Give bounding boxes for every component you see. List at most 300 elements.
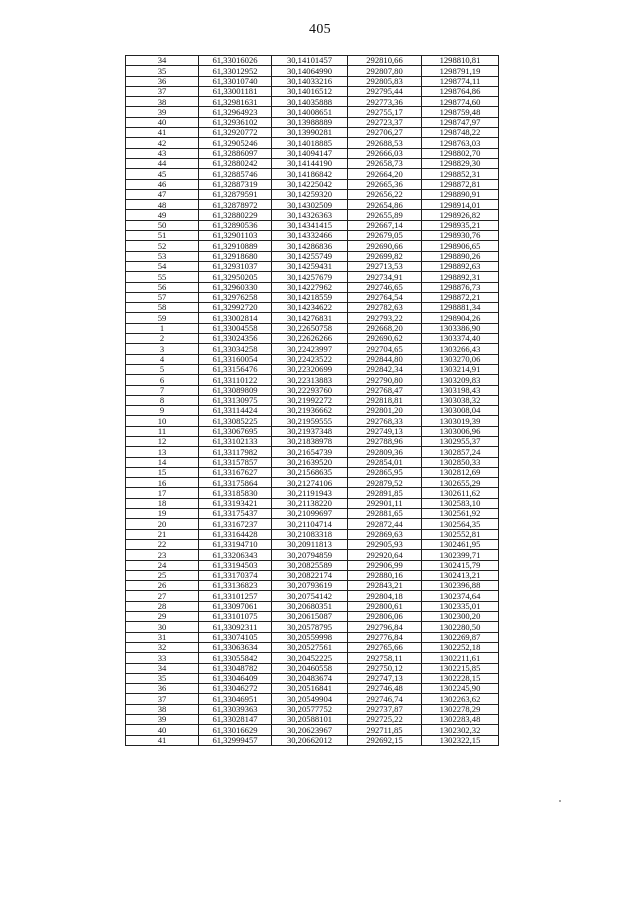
latitude-cell: 61,32880242 bbox=[199, 158, 272, 168]
longitude-cell: 30,20822174 bbox=[272, 570, 348, 580]
point-number-cell: 20 bbox=[126, 519, 199, 529]
longitude-cell: 30,14186842 bbox=[272, 169, 348, 179]
scan-dot bbox=[559, 800, 561, 802]
point-number-cell: 35 bbox=[126, 673, 199, 683]
table-row bbox=[126, 498, 499, 508]
point-number-cell: 3 bbox=[126, 344, 199, 354]
latitude-cell: 61,32950205 bbox=[199, 272, 272, 282]
longitude-cell: 30,22320699 bbox=[272, 364, 348, 374]
x-coordinate-cell: 292776,84 bbox=[348, 632, 422, 642]
latitude-cell: 61,33055842 bbox=[199, 653, 272, 663]
longitude-cell: 30,20483674 bbox=[272, 673, 348, 683]
table-row bbox=[126, 241, 499, 251]
longitude-cell: 30,21083318 bbox=[272, 529, 348, 539]
table-row bbox=[126, 509, 499, 519]
longitude-cell: 30,21274106 bbox=[272, 478, 348, 488]
table-row bbox=[126, 354, 499, 364]
x-coordinate-cell: 292782,63 bbox=[348, 303, 422, 313]
y-coordinate-cell: 1298802,70 bbox=[422, 148, 499, 158]
latitude-cell: 61,33194710 bbox=[199, 539, 272, 549]
point-number-cell: 47 bbox=[126, 189, 199, 199]
x-coordinate-cell: 292881,65 bbox=[348, 509, 422, 519]
table-row bbox=[126, 179, 499, 189]
point-number-cell: 37 bbox=[126, 86, 199, 96]
y-coordinate-cell: 1302812,69 bbox=[422, 467, 499, 477]
latitude-cell: 61,33102133 bbox=[199, 436, 272, 446]
table-row bbox=[126, 447, 499, 457]
longitude-cell: 30,14255749 bbox=[272, 251, 348, 261]
table-row bbox=[126, 488, 499, 498]
table-row bbox=[126, 653, 499, 663]
y-coordinate-cell: 1303209,83 bbox=[422, 375, 499, 385]
y-coordinate-cell: 1298930,76 bbox=[422, 231, 499, 241]
x-coordinate-cell: 292690,66 bbox=[348, 241, 422, 251]
longitude-cell: 30,20615087 bbox=[272, 612, 348, 622]
longitude-cell: 30,20911813 bbox=[272, 539, 348, 549]
latitude-cell: 61,33167237 bbox=[199, 519, 272, 529]
latitude-cell: 61,33092311 bbox=[199, 622, 272, 632]
longitude-cell: 30,21639520 bbox=[272, 457, 348, 467]
table-row bbox=[126, 272, 499, 282]
point-number-cell: 55 bbox=[126, 272, 199, 282]
table-row bbox=[126, 344, 499, 354]
y-coordinate-cell: 1303266,43 bbox=[422, 344, 499, 354]
y-coordinate-cell: 1298810,81 bbox=[422, 56, 499, 66]
y-coordinate-cell: 1298872,81 bbox=[422, 179, 499, 189]
table-row bbox=[126, 539, 499, 549]
x-coordinate-cell: 292747,13 bbox=[348, 673, 422, 683]
table-row bbox=[126, 612, 499, 622]
x-coordinate-cell: 292804,18 bbox=[348, 591, 422, 601]
x-coordinate-cell: 292905,93 bbox=[348, 539, 422, 549]
y-coordinate-cell: 1302850,33 bbox=[422, 457, 499, 467]
point-number-cell: 51 bbox=[126, 231, 199, 241]
longitude-cell: 30,20527561 bbox=[272, 642, 348, 652]
point-number-cell: 45 bbox=[126, 169, 199, 179]
y-coordinate-cell: 1298759,48 bbox=[422, 107, 499, 117]
point-number-cell: 29 bbox=[126, 612, 199, 622]
x-coordinate-cell: 292655,89 bbox=[348, 210, 422, 220]
y-coordinate-cell: 1298876,73 bbox=[422, 282, 499, 292]
x-coordinate-cell: 292764,54 bbox=[348, 292, 422, 302]
x-coordinate-cell: 292879,52 bbox=[348, 478, 422, 488]
point-number-cell: 22 bbox=[126, 539, 199, 549]
x-coordinate-cell: 292711,85 bbox=[348, 725, 422, 735]
table-row bbox=[126, 715, 499, 725]
longitude-cell: 30,14286836 bbox=[272, 241, 348, 251]
latitude-cell: 61,33046272 bbox=[199, 684, 272, 694]
point-number-cell: 41 bbox=[126, 128, 199, 138]
table-row bbox=[126, 426, 499, 436]
latitude-cell: 61,33175437 bbox=[199, 509, 272, 519]
x-coordinate-cell: 292805,83 bbox=[348, 76, 422, 86]
y-coordinate-cell: 1298904,26 bbox=[422, 313, 499, 323]
x-coordinate-cell: 292842,34 bbox=[348, 364, 422, 374]
latitude-cell: 61,32879591 bbox=[199, 189, 272, 199]
x-coordinate-cell: 292704,65 bbox=[348, 344, 422, 354]
point-number-cell: 17 bbox=[126, 488, 199, 498]
latitude-cell: 61,33016026 bbox=[199, 56, 272, 66]
y-coordinate-cell: 1302280,50 bbox=[422, 622, 499, 632]
latitude-cell: 61,32920772 bbox=[199, 128, 272, 138]
table-row bbox=[126, 570, 499, 580]
y-coordinate-cell: 1302413,21 bbox=[422, 570, 499, 580]
table-row bbox=[126, 323, 499, 333]
latitude-cell: 61,33063634 bbox=[199, 642, 272, 652]
point-number-cell: 57 bbox=[126, 292, 199, 302]
y-coordinate-cell: 1298774,60 bbox=[422, 97, 499, 107]
point-number-cell: 49 bbox=[126, 210, 199, 220]
table-row bbox=[126, 622, 499, 632]
longitude-cell: 30,13988889 bbox=[272, 117, 348, 127]
x-coordinate-cell: 292843,21 bbox=[348, 581, 422, 591]
y-coordinate-cell: 1303038,32 bbox=[422, 395, 499, 405]
y-coordinate-cell: 1302461,95 bbox=[422, 539, 499, 549]
y-coordinate-cell: 1302228,15 bbox=[422, 673, 499, 683]
x-coordinate-cell: 292809,36 bbox=[348, 447, 422, 457]
latitude-cell: 61,33206343 bbox=[199, 550, 272, 560]
latitude-cell: 61,33114424 bbox=[199, 406, 272, 416]
point-number-cell: 58 bbox=[126, 303, 199, 313]
point-number-cell: 16 bbox=[126, 478, 199, 488]
longitude-cell: 30,21138220 bbox=[272, 498, 348, 508]
point-number-cell: 30 bbox=[126, 622, 199, 632]
longitude-cell: 30,14225042 bbox=[272, 179, 348, 189]
longitude-cell: 30,14008651 bbox=[272, 107, 348, 117]
table-row bbox=[126, 436, 499, 446]
point-number-cell: 40 bbox=[126, 117, 199, 127]
latitude-cell: 61,33016629 bbox=[199, 725, 272, 735]
longitude-cell: 30,20549904 bbox=[272, 694, 348, 704]
point-number-cell: 5 bbox=[126, 364, 199, 374]
latitude-cell: 61,33117982 bbox=[199, 447, 272, 457]
point-number-cell: 39 bbox=[126, 715, 199, 725]
y-coordinate-cell: 1298892,31 bbox=[422, 272, 499, 282]
y-coordinate-cell: 1302263,62 bbox=[422, 694, 499, 704]
table-row bbox=[126, 725, 499, 735]
latitude-cell: 61,33024356 bbox=[199, 334, 272, 344]
table-row bbox=[126, 694, 499, 704]
table-row bbox=[126, 313, 499, 323]
longitude-cell: 30,20793619 bbox=[272, 581, 348, 591]
longitude-cell: 30,20460558 bbox=[272, 663, 348, 673]
latitude-cell: 61,33001181 bbox=[199, 86, 272, 96]
y-coordinate-cell: 1302655,29 bbox=[422, 478, 499, 488]
x-coordinate-cell: 292793,22 bbox=[348, 313, 422, 323]
y-coordinate-cell: 1302857,24 bbox=[422, 447, 499, 457]
y-coordinate-cell: 1303008,04 bbox=[422, 406, 499, 416]
point-number-cell: 13 bbox=[126, 447, 199, 457]
longitude-cell: 30,13990281 bbox=[272, 128, 348, 138]
x-coordinate-cell: 292746,48 bbox=[348, 684, 422, 694]
longitude-cell: 30,22293760 bbox=[272, 385, 348, 395]
point-number-cell: 36 bbox=[126, 684, 199, 694]
table-row bbox=[126, 642, 499, 652]
y-coordinate-cell: 1298890,26 bbox=[422, 251, 499, 261]
longitude-cell: 30,14257679 bbox=[272, 272, 348, 282]
x-coordinate-cell: 292801,20 bbox=[348, 406, 422, 416]
point-number-cell: 42 bbox=[126, 138, 199, 148]
y-coordinate-cell: 1302269,87 bbox=[422, 632, 499, 642]
y-coordinate-cell: 1302415,79 bbox=[422, 560, 499, 570]
point-number-cell: 35 bbox=[126, 66, 199, 76]
point-number-cell: 41 bbox=[126, 735, 199, 745]
longitude-cell: 30,20577752 bbox=[272, 704, 348, 714]
longitude-cell: 30,14259431 bbox=[272, 261, 348, 271]
x-coordinate-cell: 292725,22 bbox=[348, 715, 422, 725]
x-coordinate-cell: 292788,96 bbox=[348, 436, 422, 446]
x-coordinate-cell: 292706,27 bbox=[348, 128, 422, 138]
longitude-cell: 30,20516841 bbox=[272, 684, 348, 694]
latitude-cell: 61,33101257 bbox=[199, 591, 272, 601]
longitude-cell: 30,20578795 bbox=[272, 622, 348, 632]
y-coordinate-cell: 1298914,01 bbox=[422, 200, 499, 210]
table-row bbox=[126, 385, 499, 395]
x-coordinate-cell: 292746,65 bbox=[348, 282, 422, 292]
x-coordinate-cell: 292656,22 bbox=[348, 189, 422, 199]
y-coordinate-cell: 1302552,81 bbox=[422, 529, 499, 539]
point-number-cell: 18 bbox=[126, 498, 199, 508]
point-number-cell: 14 bbox=[126, 457, 199, 467]
point-number-cell: 52 bbox=[126, 241, 199, 251]
latitude-cell: 61,33194503 bbox=[199, 560, 272, 570]
longitude-cell: 30,14033216 bbox=[272, 76, 348, 86]
point-number-cell: 44 bbox=[126, 158, 199, 168]
point-number-cell: 28 bbox=[126, 601, 199, 611]
table-row bbox=[126, 406, 499, 416]
latitude-cell: 61,32886097 bbox=[199, 148, 272, 158]
point-number-cell: 24 bbox=[126, 560, 199, 570]
point-number-cell: 21 bbox=[126, 529, 199, 539]
y-coordinate-cell: 1303214,91 bbox=[422, 364, 499, 374]
x-coordinate-cell: 292796,84 bbox=[348, 622, 422, 632]
y-coordinate-cell: 1298747,97 bbox=[422, 117, 499, 127]
longitude-cell: 30,14144190 bbox=[272, 158, 348, 168]
longitude-cell: 30,14101457 bbox=[272, 56, 348, 66]
y-coordinate-cell: 1303019,39 bbox=[422, 416, 499, 426]
longitude-cell: 30,14218559 bbox=[272, 292, 348, 302]
x-coordinate-cell: 292872,44 bbox=[348, 519, 422, 529]
table-row bbox=[126, 467, 499, 477]
point-number-cell: 53 bbox=[126, 251, 199, 261]
longitude-cell: 30,14016512 bbox=[272, 86, 348, 96]
table-row bbox=[126, 251, 499, 261]
point-number-cell: 23 bbox=[126, 550, 199, 560]
x-coordinate-cell: 292768,47 bbox=[348, 385, 422, 395]
point-number-cell: 46 bbox=[126, 179, 199, 189]
point-number-cell: 34 bbox=[126, 56, 199, 66]
latitude-cell: 61,33185830 bbox=[199, 488, 272, 498]
point-number-cell: 1 bbox=[126, 323, 199, 333]
latitude-cell: 61,33012952 bbox=[199, 66, 272, 76]
point-number-cell: 37 bbox=[126, 694, 199, 704]
table-row bbox=[126, 56, 499, 66]
x-coordinate-cell: 292664,20 bbox=[348, 169, 422, 179]
table-row bbox=[126, 550, 499, 560]
point-number-cell: 50 bbox=[126, 220, 199, 230]
point-number-cell: 43 bbox=[126, 148, 199, 158]
x-coordinate-cell: 292891,85 bbox=[348, 488, 422, 498]
x-coordinate-cell: 292906,99 bbox=[348, 560, 422, 570]
longitude-cell: 30,14035888 bbox=[272, 97, 348, 107]
latitude-cell: 61,33046951 bbox=[199, 694, 272, 704]
longitude-cell: 30,14276831 bbox=[272, 313, 348, 323]
point-number-cell: 10 bbox=[126, 416, 199, 426]
y-coordinate-cell: 1302211,61 bbox=[422, 653, 499, 663]
y-coordinate-cell: 1298926,82 bbox=[422, 210, 499, 220]
longitude-cell: 30,22423997 bbox=[272, 344, 348, 354]
y-coordinate-cell: 1298906,65 bbox=[422, 241, 499, 251]
x-coordinate-cell: 292665,36 bbox=[348, 179, 422, 189]
x-coordinate-cell: 292734,91 bbox=[348, 272, 422, 282]
y-coordinate-cell: 1298852,31 bbox=[422, 169, 499, 179]
point-number-cell: 34 bbox=[126, 663, 199, 673]
table-row bbox=[126, 519, 499, 529]
x-coordinate-cell: 292749,13 bbox=[348, 426, 422, 436]
longitude-cell: 30,21838978 bbox=[272, 436, 348, 446]
table-row bbox=[126, 684, 499, 694]
point-number-cell: 9 bbox=[126, 406, 199, 416]
latitude-cell: 61,32918680 bbox=[199, 251, 272, 261]
table-row bbox=[126, 663, 499, 673]
coordinates-table bbox=[125, 55, 499, 746]
table-row bbox=[126, 169, 499, 179]
x-coordinate-cell: 292880,16 bbox=[348, 570, 422, 580]
longitude-cell: 30,21568635 bbox=[272, 467, 348, 477]
point-number-cell: 15 bbox=[126, 467, 199, 477]
x-coordinate-cell: 292768,33 bbox=[348, 416, 422, 426]
point-number-cell: 2 bbox=[126, 334, 199, 344]
latitude-cell: 61,33034258 bbox=[199, 344, 272, 354]
point-number-cell: 12 bbox=[126, 436, 199, 446]
table-row bbox=[126, 158, 499, 168]
latitude-cell: 61,33157857 bbox=[199, 457, 272, 467]
x-coordinate-cell: 292723,37 bbox=[348, 117, 422, 127]
longitude-cell: 30,14302509 bbox=[272, 200, 348, 210]
point-number-cell: 31 bbox=[126, 632, 199, 642]
x-coordinate-cell: 292795,44 bbox=[348, 86, 422, 96]
table-row bbox=[126, 66, 499, 76]
y-coordinate-cell: 1302300,20 bbox=[422, 612, 499, 622]
latitude-cell: 61,32910889 bbox=[199, 241, 272, 251]
longitude-cell: 30,14064990 bbox=[272, 66, 348, 76]
y-coordinate-cell: 1302335,01 bbox=[422, 601, 499, 611]
y-coordinate-cell: 1303198,43 bbox=[422, 385, 499, 395]
longitude-cell: 30,22650758 bbox=[272, 323, 348, 333]
longitude-cell: 30,14326363 bbox=[272, 210, 348, 220]
latitude-cell: 61,32936102 bbox=[199, 117, 272, 127]
y-coordinate-cell: 1298892,63 bbox=[422, 261, 499, 271]
latitude-cell: 61,33136823 bbox=[199, 581, 272, 591]
y-coordinate-cell: 1302583,10 bbox=[422, 498, 499, 508]
latitude-cell: 61,32960330 bbox=[199, 282, 272, 292]
y-coordinate-cell: 1298872,21 bbox=[422, 292, 499, 302]
longitude-cell: 30,21104714 bbox=[272, 519, 348, 529]
point-number-cell: 59 bbox=[126, 313, 199, 323]
table-row bbox=[126, 560, 499, 570]
point-number-cell: 19 bbox=[126, 509, 199, 519]
latitude-cell: 61,32901103 bbox=[199, 231, 272, 241]
latitude-cell: 61,32885746 bbox=[199, 169, 272, 179]
table-row bbox=[126, 334, 499, 344]
longitude-cell: 30,20794859 bbox=[272, 550, 348, 560]
point-number-cell: 32 bbox=[126, 642, 199, 652]
latitude-cell: 61,33167627 bbox=[199, 467, 272, 477]
x-coordinate-cell: 292869,63 bbox=[348, 529, 422, 539]
table-row bbox=[126, 292, 499, 302]
x-coordinate-cell: 292844,80 bbox=[348, 354, 422, 364]
x-coordinate-cell: 292790,80 bbox=[348, 375, 422, 385]
point-number-cell: 38 bbox=[126, 704, 199, 714]
y-coordinate-cell: 1298881,34 bbox=[422, 303, 499, 313]
longitude-cell: 30,20623967 bbox=[272, 725, 348, 735]
point-number-cell: 27 bbox=[126, 591, 199, 601]
x-coordinate-cell: 292692,15 bbox=[348, 735, 422, 745]
x-coordinate-cell: 292668,20 bbox=[348, 323, 422, 333]
y-coordinate-cell: 1298829,30 bbox=[422, 158, 499, 168]
latitude-cell: 61,32981631 bbox=[199, 97, 272, 107]
x-coordinate-cell: 292654,86 bbox=[348, 200, 422, 210]
latitude-cell: 61,32992720 bbox=[199, 303, 272, 313]
table-row bbox=[126, 128, 499, 138]
latitude-cell: 61,33193421 bbox=[199, 498, 272, 508]
longitude-cell: 30,14018885 bbox=[272, 138, 348, 148]
latitude-cell: 61,32964923 bbox=[199, 107, 272, 117]
x-coordinate-cell: 292806,06 bbox=[348, 612, 422, 622]
table-row bbox=[126, 138, 499, 148]
latitude-cell: 61,33130975 bbox=[199, 395, 272, 405]
latitude-cell: 61,33074105 bbox=[199, 632, 272, 642]
y-coordinate-cell: 1302252,18 bbox=[422, 642, 499, 652]
x-coordinate-cell: 292688,53 bbox=[348, 138, 422, 148]
point-number-cell: 54 bbox=[126, 261, 199, 271]
latitude-cell: 61,32878972 bbox=[199, 200, 272, 210]
latitude-cell: 61,33175864 bbox=[199, 478, 272, 488]
table-row bbox=[126, 364, 499, 374]
y-coordinate-cell: 1302302,32 bbox=[422, 725, 499, 735]
y-coordinate-cell: 1303374,40 bbox=[422, 334, 499, 344]
y-coordinate-cell: 1302564,35 bbox=[422, 519, 499, 529]
table-row bbox=[126, 231, 499, 241]
x-coordinate-cell: 292765,66 bbox=[348, 642, 422, 652]
table-row bbox=[126, 200, 499, 210]
latitude-cell: 61,32976258 bbox=[199, 292, 272, 302]
table-row bbox=[126, 457, 499, 467]
longitude-cell: 30,20588101 bbox=[272, 715, 348, 725]
x-coordinate-cell: 292807,80 bbox=[348, 66, 422, 76]
longitude-cell: 30,20754142 bbox=[272, 591, 348, 601]
point-number-cell: 40 bbox=[126, 725, 199, 735]
longitude-cell: 30,14227962 bbox=[272, 282, 348, 292]
coordinates-table-body bbox=[126, 56, 499, 746]
y-coordinate-cell: 1298764,86 bbox=[422, 86, 499, 96]
latitude-cell: 61,33004558 bbox=[199, 323, 272, 333]
y-coordinate-cell: 1298791,19 bbox=[422, 66, 499, 76]
y-coordinate-cell: 1302374,64 bbox=[422, 591, 499, 601]
x-coordinate-cell: 292737,87 bbox=[348, 704, 422, 714]
point-number-cell: 39 bbox=[126, 107, 199, 117]
latitude-cell: 61,33089809 bbox=[199, 385, 272, 395]
table-row bbox=[126, 210, 499, 220]
y-coordinate-cell: 1298935,21 bbox=[422, 220, 499, 230]
table-row bbox=[126, 591, 499, 601]
longitude-cell: 30,20559998 bbox=[272, 632, 348, 642]
point-number-cell: 26 bbox=[126, 581, 199, 591]
x-coordinate-cell: 292758,11 bbox=[348, 653, 422, 663]
table-row bbox=[126, 529, 499, 539]
y-coordinate-cell: 1302955,37 bbox=[422, 436, 499, 446]
table-row bbox=[126, 735, 499, 745]
